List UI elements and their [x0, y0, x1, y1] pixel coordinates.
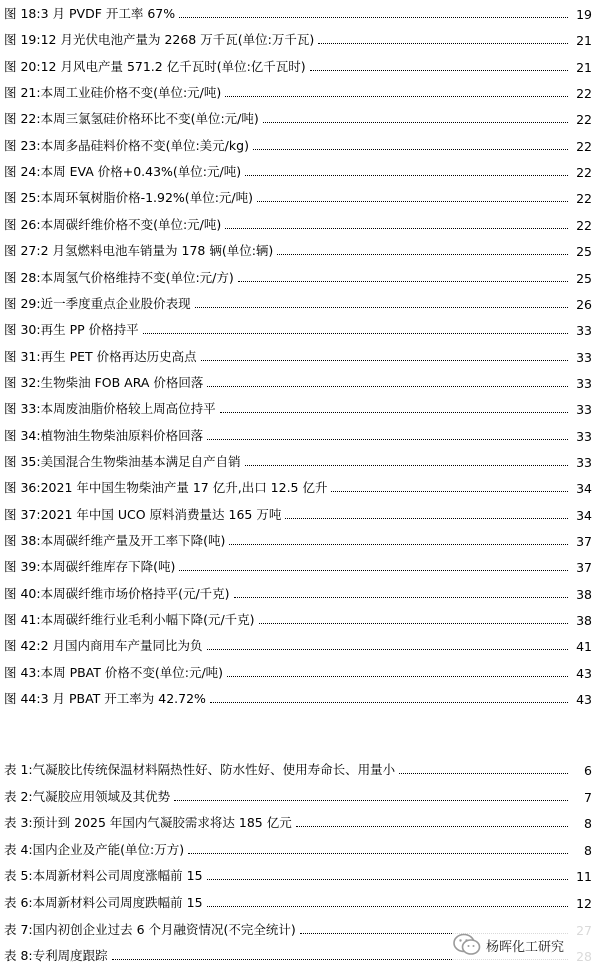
- dot-leader: [238, 281, 568, 282]
- entry-page-number: 22: [576, 165, 592, 181]
- entry-page-number: 11: [576, 869, 592, 885]
- dot-leader: [207, 649, 568, 650]
- entry-page-number: 33: [576, 349, 592, 365]
- dot-leader: [263, 122, 568, 123]
- dot-leader: [310, 70, 568, 71]
- entry-page-number: 22: [576, 112, 592, 128]
- dot-leader: [225, 96, 568, 97]
- entry-label: 图 28:本周氢气价格维持不变(单位:元/方): [4, 269, 234, 285]
- dot-leader: [399, 773, 568, 774]
- entry-label: 表 6:本周新材料公司周度跌幅前 15: [4, 895, 203, 910]
- entry-label: 图 39:本周碳纤维库存下降(吨): [4, 559, 176, 575]
- dot-leader: [253, 149, 568, 150]
- entry-page-number: 33: [576, 402, 592, 418]
- dot-leader: [229, 544, 568, 545]
- entry-label: 图 18:3 月 PVDF 开工率 67%: [4, 6, 176, 21]
- entry-page-number: 37: [576, 560, 592, 576]
- entry-label: 图 29:近一季度重点企业股价表现: [4, 295, 191, 311]
- figure-entry[interactable]: [4, 632, 592, 654]
- entry-page-number: 8: [584, 816, 592, 832]
- entry-label: 图 32:生物柴油 FOB ARA 价格回落: [4, 374, 204, 390]
- figure-entry[interactable]: [4, 501, 592, 523]
- entry-page-number: 6: [584, 763, 592, 778]
- dot-leader: [220, 412, 568, 413]
- dot-leader: [245, 465, 568, 466]
- entry-page-number: 22: [576, 217, 592, 233]
- entry-page-number: 25: [576, 270, 592, 286]
- entry-label: 图 42:2 月国内商用车产量同比为负: [4, 638, 203, 654]
- entry-label: 表 4:国内企业及产能(单位:万方): [4, 841, 185, 857]
- entry-label: 图 22:本周三氯氢硅价格环比不变(单位:元/吨): [4, 111, 259, 127]
- entry-page-number: 7: [584, 789, 592, 805]
- entry-page-number: 22: [576, 86, 592, 102]
- entry-label: 图 37:2021 年中国 UCO 原料消费量达 165 万吨: [4, 506, 282, 522]
- figure-entry[interactable]: [4, 290, 592, 312]
- table-entry[interactable]: [4, 756, 592, 778]
- entry-page-number: 33: [576, 375, 592, 391]
- figure-entry[interactable]: [4, 553, 592, 575]
- dot-leader: [188, 853, 568, 854]
- dot-leader: [245, 175, 568, 176]
- dot-leader: [207, 879, 568, 880]
- figure-entry[interactable]: [4, 79, 592, 101]
- dot-leader: [234, 597, 568, 598]
- table-entry[interactable]: [4, 889, 592, 911]
- entry-page-number: 37: [576, 534, 592, 549]
- figure-entry[interactable]: [4, 0, 592, 22]
- figure-entry[interactable]: [4, 369, 592, 391]
- figure-entry[interactable]: [4, 264, 592, 286]
- figure-entry[interactable]: [4, 105, 592, 127]
- dot-leader: [210, 702, 568, 703]
- entry-label: 图 38:本周碳纤维产量及开工率下降(吨): [4, 533, 226, 548]
- dot-leader: [207, 906, 568, 907]
- dot-leader: [259, 623, 568, 624]
- figure-entry[interactable]: [4, 132, 592, 154]
- entry-label: 表 2:气凝胶应用领域及其优势: [4, 788, 171, 804]
- entry-page-number: 34: [576, 507, 592, 523]
- figure-entry[interactable]: [4, 527, 592, 549]
- entry-page-number: 34: [576, 481, 592, 497]
- entry-page-number: 33: [576, 323, 592, 339]
- entry-label: 图 26:本周碳纤维价格不变(单位:元/吨): [4, 216, 222, 232]
- dot-leader: [277, 254, 568, 255]
- dot-leader: [179, 17, 568, 18]
- figure-entry[interactable]: [4, 685, 592, 707]
- dot-leader: [179, 570, 568, 571]
- entry-label: 图 27:2 月氢燃料电池车销量为 178 辆(单位:辆): [4, 243, 274, 259]
- entry-label: 表 5:本周新材料公司周度涨幅前 15: [4, 868, 203, 884]
- entry-page-number: 41: [576, 639, 592, 655]
- entry-page-number: 43: [576, 692, 592, 708]
- entry-label: 图 21:本周工业硅价格不变(单位:元/吨): [4, 85, 222, 101]
- figure-entry[interactable]: [4, 237, 592, 259]
- entry-label: 图 43:本周 PBAT 价格不变(单位:元/吨): [4, 664, 224, 680]
- entry-label: 图 33:本周废油脂价格较上周高位持平: [4, 401, 216, 417]
- entry-page-number: 22: [576, 191, 592, 207]
- entry-page-number: 25: [576, 244, 592, 260]
- entry-page-number: 21: [576, 33, 592, 49]
- dot-leader: [174, 800, 568, 801]
- table-entry[interactable]: [4, 783, 592, 805]
- figure-entry[interactable]: [4, 184, 592, 206]
- watermark-text: 杨晖化工研究: [486, 939, 565, 955]
- figure-entry[interactable]: [4, 422, 592, 444]
- entry-label: 图 20:12 月风电产量 571.2 亿千瓦时(单位:亿千瓦时): [4, 58, 306, 74]
- table-entry[interactable]: [4, 809, 592, 831]
- entry-label: 图 36:2021 年中国生物柴油产量 17 亿升,出口 12.5 亿升: [4, 480, 328, 496]
- entry-label: 图 41:本周碳纤维行业毛利小幅下降(元/千克): [4, 612, 255, 628]
- entry-label: 图 35:美国混合生物柴油基本满足自产自销: [4, 453, 241, 469]
- entry-label: 图 34:植物油生物柴油原料价格回落: [4, 427, 204, 443]
- entry-page-number: 38: [576, 613, 592, 629]
- figure-entry[interactable]: [4, 26, 592, 48]
- entry-label: 表 3:预计到 2025 年国内气凝胶需求将达 185 亿元: [4, 815, 292, 831]
- figure-entry[interactable]: [4, 53, 592, 75]
- entry-page-number: 33: [576, 454, 592, 470]
- entry-label: 表 8:专利周度跟踪: [4, 948, 108, 964]
- dot-leader: [201, 360, 568, 361]
- entry-label: 表 1:气凝胶比传统保温材料隔热性好、防水性好、使用寿命长、用量小: [4, 762, 396, 777]
- entry-page-number: 33: [576, 428, 592, 444]
- entry-label: 图 19:12 月光伏电池产量为 2268 万千瓦(单位:万千瓦): [4, 32, 315, 48]
- entry-label: 图 40:本周碳纤维市场价格持平(元/千克): [4, 585, 230, 601]
- dot-leader: [143, 333, 568, 334]
- entry-label: 图 44:3 月 PBAT 开工率为 42.72%: [4, 691, 206, 707]
- entry-page-number: 12: [576, 896, 592, 911]
- entry-page-number: 19: [576, 7, 592, 22]
- entry-page-number: 8: [584, 842, 592, 858]
- figure-entry[interactable]: [4, 606, 592, 628]
- entry-page-number: 43: [576, 665, 592, 681]
- dot-leader: [207, 439, 568, 440]
- entry-label: 图 25:本周环氧树脂价格-1.92%(单位:元/吨): [4, 190, 253, 206]
- entry-page-number: 38: [576, 586, 592, 602]
- entry-label: 图 30:再生 PP 价格持平: [4, 322, 139, 338]
- figure-entry[interactable]: [4, 580, 592, 602]
- wechat-icon: [452, 932, 482, 958]
- watermark: [452, 924, 594, 966]
- figure-entry[interactable]: [4, 343, 592, 365]
- table-entry[interactable]: [4, 862, 592, 884]
- entry-label: 图 31:再生 PET 价格再达历史高点: [4, 348, 197, 364]
- dot-leader: [207, 386, 568, 387]
- dot-leader: [331, 491, 568, 492]
- entry-page-number: 22: [576, 138, 592, 154]
- figure-entry[interactable]: [4, 448, 592, 470]
- figure-entry[interactable]: [4, 316, 592, 338]
- entry-page-number: 26: [576, 296, 592, 312]
- figure-entry[interactable]: [4, 474, 592, 496]
- dot-leader: [225, 228, 568, 229]
- dot-leader: [296, 826, 568, 827]
- figure-entry[interactable]: [4, 395, 592, 417]
- figure-entry[interactable]: [4, 659, 592, 681]
- table-entry[interactable]: [4, 836, 592, 858]
- figure-entry[interactable]: [4, 211, 592, 233]
- figure-entry[interactable]: [4, 158, 592, 180]
- entry-label: 图 23:本周多晶硅料价格不变(单位:美元/kg): [4, 137, 249, 153]
- entry-page-number: 21: [576, 59, 592, 75]
- dot-leader: [257, 201, 568, 202]
- entry-label: 图 24:本周 EVA 价格+0.43%(单位:元/吨): [4, 164, 242, 180]
- dot-leader: [318, 43, 568, 44]
- entry-label: 表 7:国内初创企业过去 6 个月融资情况(不完全统计): [4, 921, 296, 937]
- dot-leader: [195, 307, 568, 308]
- dot-leader: [285, 518, 568, 519]
- dot-leader: [227, 676, 568, 677]
